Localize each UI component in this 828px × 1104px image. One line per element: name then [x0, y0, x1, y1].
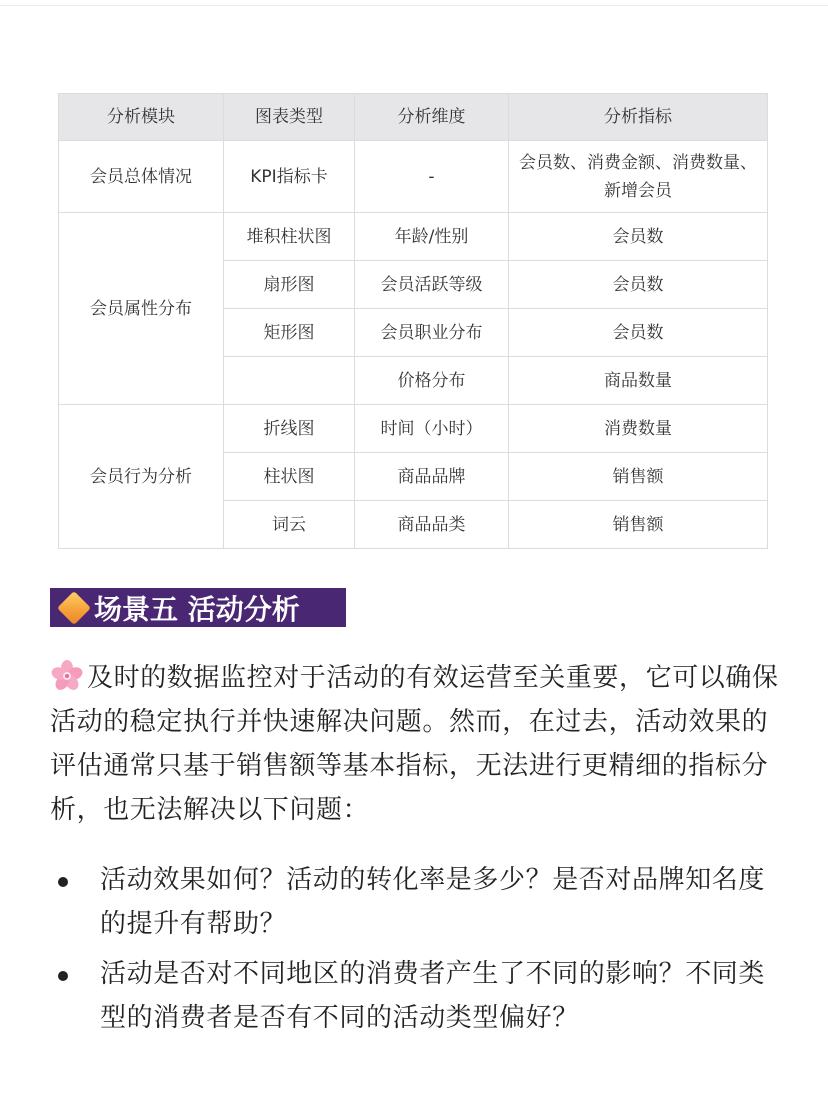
module-cell: 会员行为分析: [59, 405, 224, 549]
bullet-dot: [58, 971, 68, 981]
list-item-text: 活动效果如何？活动的转化率是多少？是否对品牌知名度的提升有帮助？: [100, 865, 766, 939]
chart-type-cell: [224, 357, 355, 405]
list-item: [50, 858, 780, 946]
question-list: [50, 858, 780, 1046]
chart-type-cell: 扇形图: [224, 261, 355, 309]
list-item-text: 活动是否对不同地区的消费者产生了不同的影响？不同类型的消费者是否有不同的活动类型偏好？: [100, 959, 766, 1033]
section-heading: [50, 588, 346, 627]
metric-cell: 会员数: [509, 261, 768, 309]
chart-type-cell: 柱状图: [224, 453, 355, 501]
metric-cell: 销售额: [509, 501, 768, 549]
chart-type-cell: 矩形图: [224, 309, 355, 357]
module-cell: 会员总体情况: [59, 141, 224, 213]
metric-cell: 会员数: [509, 213, 768, 261]
metric-cell: 会员数: [509, 309, 768, 357]
table-row: [59, 213, 768, 261]
chart-type-cell: KPI指标卡: [224, 141, 355, 213]
table-row: [59, 141, 768, 213]
orange-diamond-icon: [57, 591, 91, 625]
dimension-cell: 时间（小时）: [355, 405, 509, 453]
dimension-cell: 会员职业分布: [355, 309, 509, 357]
metric-cell: 销售额: [509, 453, 768, 501]
chart-type-cell: 堆积柱状图: [224, 213, 355, 261]
header-metric: 分析指标: [509, 94, 768, 141]
list-item: [50, 952, 780, 1040]
dimension-cell: 商品品牌: [355, 453, 509, 501]
dimension-cell: 会员活跃等级: [355, 261, 509, 309]
module-cell: 会员属性分布: [59, 213, 224, 405]
header-module: 分析模块: [59, 94, 224, 141]
metric-cell: 商品数量: [509, 357, 768, 405]
chart-type-cell: 折线图: [224, 405, 355, 453]
dimension-cell: 价格分布: [355, 357, 509, 405]
intro-text: 及时的数据监控对于活动的有效运营至关重要，它可以确保活动的稳定执行并快速解决问题。然而，在过去，活动效果的评估通常只基于销售额等基本指标，无法进行更精细的指标分析，也无法解决以下问题：: [50, 663, 779, 825]
intro-paragraph: [50, 656, 780, 832]
cherry-blossom-icon: [50, 659, 84, 693]
dimension-cell: 商品品类: [355, 501, 509, 549]
chart-type-cell: 词云: [224, 501, 355, 549]
header-dimension: 分析维度: [355, 94, 509, 141]
table-header-row: [59, 94, 768, 141]
top-divider: [0, 0, 828, 6]
metric-cell: 消费数量: [509, 405, 768, 453]
dimension-cell: -: [355, 141, 509, 213]
metric-cell: 会员数、消费金额、消费数量、新增会员: [509, 141, 768, 213]
header-chart-type: 图表类型: [224, 94, 355, 141]
section-title: 场景五 活动分析: [94, 592, 300, 626]
bullet-dot: [58, 877, 68, 887]
dimension-cell: 年龄/性别: [355, 213, 509, 261]
table-row: [59, 405, 768, 453]
analysis-table: [58, 93, 768, 549]
